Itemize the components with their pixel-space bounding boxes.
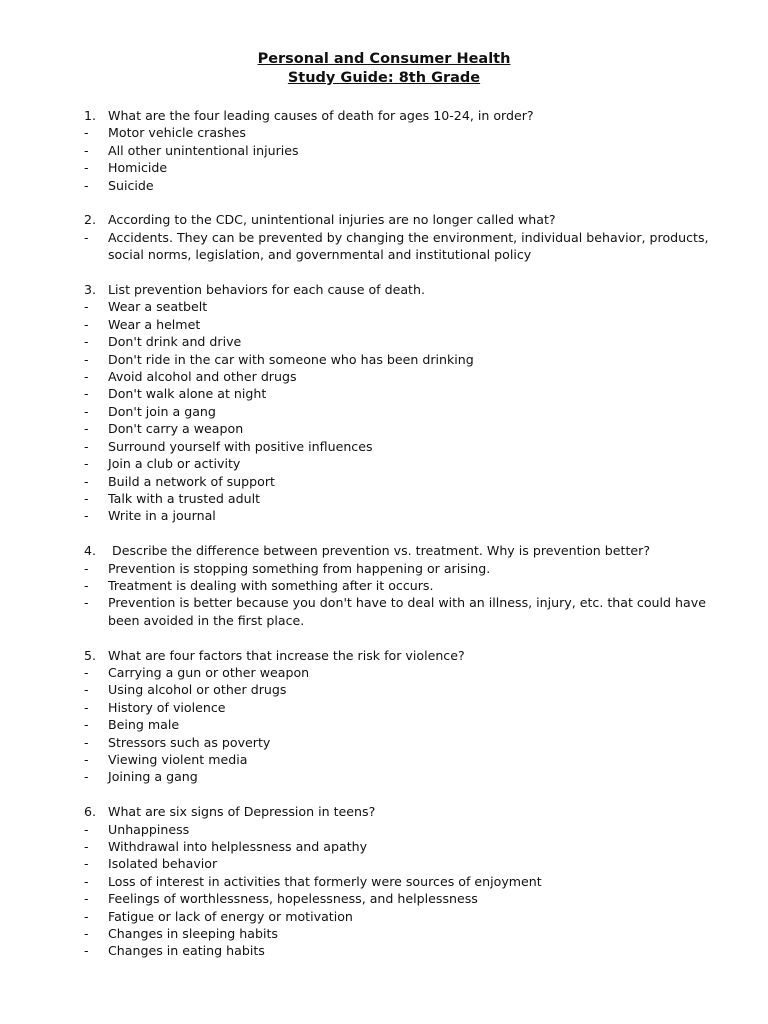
dash-bullet: -	[84, 351, 89, 367]
answer-item	[84, 751, 714, 768]
dash-bullet: -	[84, 508, 89, 524]
dash-bullet: -	[84, 699, 89, 715]
dash-bullet: -	[84, 682, 89, 698]
dash-bullet: -	[84, 490, 89, 506]
question-block	[84, 211, 714, 281]
dash-bullet: -	[84, 560, 89, 576]
answer-item	[84, 229, 714, 264]
question-number: 4.	[84, 543, 97, 559]
answer-text: Accidents. They can be prevented by changing the environment, individual behavior, products, social norms, legislation, and governmental and institutional policy	[108, 229, 709, 263]
answer-item	[84, 873, 714, 890]
dash-bullet: -	[84, 751, 89, 767]
question-line	[84, 542, 714, 559]
answer-text: Don't join a gang	[108, 403, 216, 419]
dash-bullet: -	[84, 369, 89, 385]
dash-bullet: -	[84, 334, 89, 350]
dash-bullet: -	[84, 943, 89, 959]
dash-bullet: -	[84, 891, 89, 907]
answer-item	[84, 351, 714, 368]
answer-text: Talk with a trusted adult	[108, 490, 261, 506]
spacer	[84, 525, 714, 542]
answer-text: Wear a seatbelt	[108, 299, 208, 315]
answer-text: Using alcohol or other drugs	[108, 682, 287, 698]
answer-text: Fatigue or lack of energy or motivation	[108, 908, 353, 924]
answer-text: Treatment is dealing with something after it occurs.	[108, 577, 434, 593]
answer-item	[84, 664, 714, 681]
answer-text: History of violence	[108, 699, 226, 715]
answer-text: Don't carry a weapon	[108, 421, 244, 437]
question-text: Describe the difference between prevention vs. treatment. Why is prevention better?	[108, 543, 651, 559]
dash-bullet: -	[84, 229, 89, 245]
dash-bullet: -	[84, 717, 89, 733]
answer-item	[84, 942, 714, 959]
answer-item	[84, 420, 714, 437]
answer-text: Withdrawal into helplessness and apathy	[108, 838, 368, 854]
question-list	[84, 107, 714, 960]
question-block	[84, 803, 714, 960]
answer-text: Being male	[108, 717, 180, 733]
dash-bullet: -	[84, 873, 89, 889]
document-title	[0, 50, 768, 88]
answer-text: Feelings of worthlessness, hopelessness, and helplessness	[108, 891, 478, 907]
answer-item	[84, 507, 714, 524]
dash-bullet: -	[84, 125, 89, 141]
question-number: 6.	[84, 804, 97, 820]
answer-text: Don't ride in the car with someone who has been drinking	[108, 351, 474, 367]
dash-bullet: -	[84, 299, 89, 315]
answer-text: Changes in eating habits	[108, 943, 265, 959]
answer-item	[84, 560, 714, 577]
answer-item	[84, 368, 714, 385]
answer-item	[84, 159, 714, 176]
dash-bullet: -	[84, 456, 89, 472]
answer-text: Suicide	[108, 177, 154, 193]
answer-text: Stressors such as poverty	[108, 734, 271, 750]
question-number: 3.	[84, 282, 97, 298]
question-block	[84, 107, 714, 211]
answer-text: Isolated behavior	[108, 856, 218, 872]
answer-text: Prevention is stopping something from happening or arising.	[108, 560, 491, 576]
dash-bullet: -	[84, 821, 89, 837]
answer-item	[84, 333, 714, 350]
answer-item	[84, 577, 714, 594]
question-line	[84, 803, 714, 820]
dash-bullet: -	[84, 908, 89, 924]
dash-bullet: -	[84, 316, 89, 332]
dash-bullet: -	[84, 438, 89, 454]
answer-text: Unhappiness	[108, 821, 190, 837]
dash-bullet: -	[84, 734, 89, 750]
question-text: According to the CDC, unintentional injuries are no longer called what?	[108, 212, 556, 228]
dash-bullet: -	[84, 926, 89, 942]
answer-text: All other unintentional injuries	[108, 142, 299, 158]
answer-item	[84, 142, 714, 159]
dash-bullet: -	[84, 577, 89, 593]
question-line	[84, 211, 714, 228]
answer-text: Wear a helmet	[108, 316, 201, 332]
answer-item	[84, 925, 714, 942]
question-text: What are the four leading causes of death for ages 10-24, in order?	[108, 108, 534, 123]
answer-item	[84, 890, 714, 907]
question-block	[84, 281, 714, 542]
answer-text: Joining a gang	[108, 769, 198, 785]
spacer	[84, 629, 714, 646]
question-number: 5.	[84, 647, 97, 663]
spacer	[84, 786, 714, 803]
answer-item	[84, 298, 714, 315]
dash-bullet: -	[84, 421, 89, 437]
question-number: 1.	[84, 108, 97, 123]
dash-bullet: -	[84, 160, 89, 176]
answer-item	[84, 177, 714, 194]
answer-text: Carrying a gun or other weapon	[108, 664, 310, 680]
answer-text: Don't walk alone at night	[108, 386, 267, 402]
answer-item	[84, 699, 714, 716]
answer-item	[84, 716, 714, 733]
question-text: List prevention behaviors for each cause of death.	[108, 282, 425, 298]
answer-text: Build a network of support	[108, 473, 275, 489]
question-block	[84, 647, 714, 804]
answer-text: Write in a journal	[108, 508, 216, 524]
dash-bullet: -	[84, 856, 89, 872]
answer-item	[84, 385, 714, 402]
answer-item	[84, 403, 714, 420]
question-text: What are four factors that increase the risk for violence?	[108, 647, 465, 663]
answer-item	[84, 124, 714, 141]
answer-item	[84, 855, 714, 872]
dash-bullet: -	[84, 769, 89, 785]
answer-item	[84, 490, 714, 507]
question-line	[84, 647, 714, 664]
question-number: 2.	[84, 212, 97, 228]
dash-bullet: -	[84, 177, 89, 193]
answer-item	[84, 681, 714, 698]
dash-bullet: -	[84, 595, 89, 611]
title-line-2: Study Guide: 8th Grade	[287, 70, 481, 86]
question-block	[84, 542, 714, 646]
dash-bullet: -	[84, 142, 89, 158]
answer-item	[84, 316, 714, 333]
answer-text: Viewing violent media	[108, 751, 248, 767]
answer-item	[84, 838, 714, 855]
spacer	[84, 264, 714, 281]
answer-item	[84, 594, 714, 629]
answer-text: Join a club or activity	[108, 456, 241, 472]
answer-item	[84, 455, 714, 472]
answer-text: Loss of interest in activities that formerly were sources of enjoyment	[108, 873, 542, 889]
spacer	[84, 194, 714, 211]
dash-bullet: -	[84, 664, 89, 680]
dash-bullet: -	[84, 473, 89, 489]
dash-bullet: -	[84, 403, 89, 419]
answer-text: Homicide	[108, 160, 168, 176]
answer-item	[84, 473, 714, 490]
answer-item	[84, 908, 714, 925]
answer-text: Avoid alcohol and other drugs	[108, 369, 297, 385]
dash-bullet: -	[84, 838, 89, 854]
question-text: What are six signs of Depression in teens?	[108, 804, 376, 820]
dash-bullet: -	[84, 386, 89, 402]
answer-text: Motor vehicle crashes	[108, 125, 246, 141]
answer-item	[84, 768, 714, 785]
answer-text: Surround yourself with positive influences	[108, 438, 373, 454]
answer-text: Don't drink and drive	[108, 334, 242, 350]
question-line	[84, 281, 714, 298]
answer-item	[84, 734, 714, 751]
title-line-1: Personal and Consumer Health	[257, 51, 511, 67]
answer-text: Prevention is better because you don't have to deal with an illness, injury, etc. that could have been avoided in the first place.	[108, 595, 706, 628]
question-line	[84, 107, 714, 124]
answer-text: Changes in sleeping habits	[108, 926, 278, 942]
answer-item	[84, 438, 714, 455]
answer-item	[84, 821, 714, 838]
